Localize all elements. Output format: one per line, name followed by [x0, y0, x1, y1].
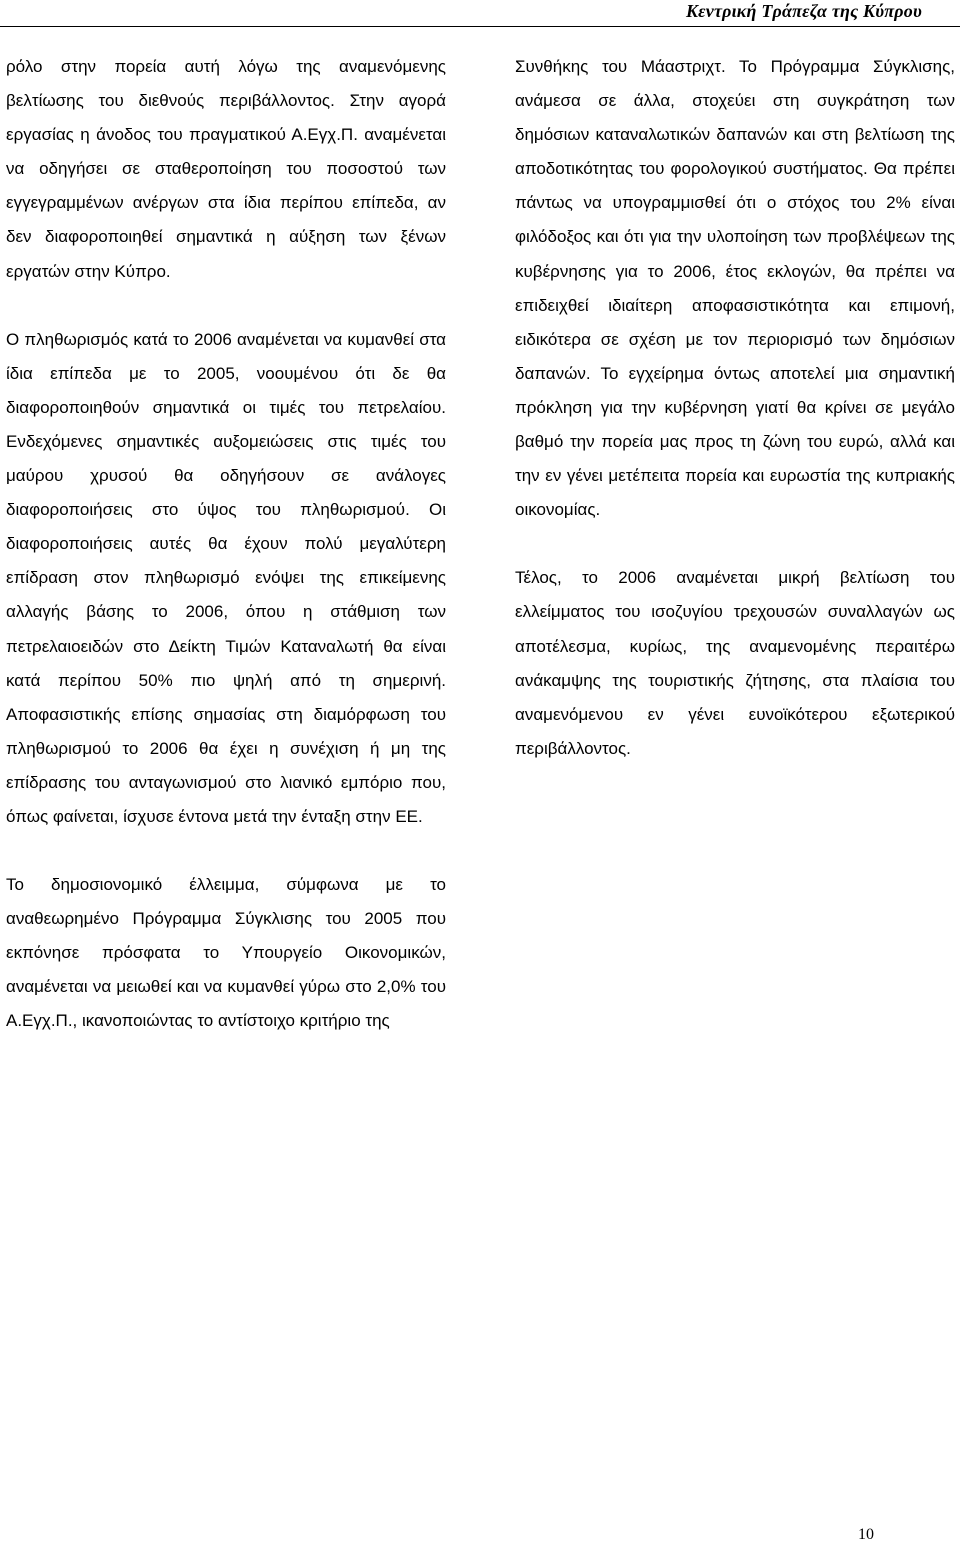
paragraph-fiscal-deficit: Το δημοσιονομικό έλλειμμα, σύμφωνα με το αναθεωρημένο Πρόγραμμα Σύγκλισης του 2005 που εκπόνησε πρόσφατα το Υπουργείο Οικονομικών, αναμένεται να μειωθεί και να κυμανθεί γύρω στο 2,0% του Α.Εγχ.Π., ικανοποιώντας το αντίστοιχο κριτήριο της — [6, 875, 446, 1031]
page-number: 10 — [858, 1526, 874, 1543]
paragraph-labour-market: ρόλο στην πορεία αυτή λόγω της αναμενόμενης βελτίωσης του διεθνούς περιβάλλοντος. Στην αγορά εργασίας η άνοδος του πραγματικού Α.Εγχ.Π. αναμένεται να οδηγήσει σε σταθεροποίηση του ποσοστού των εγγεγραμμένων ανέργων στα ίδια περίπου επίπεδα, αν δεν διαφοροποιηθεί σημαντικά η αύξηση των ξένων εργατών στην Κύπρο. — [6, 57, 446, 281]
header-rule — [0, 26, 960, 27]
paragraph-inflation: Ο πληθωρισμός κατά το 2006 αναμένεται να κυμανθεί στα ίδια επίπεδα με το 2005, νοουμένου ότι δε θα διαφοροποιηθούν σημαντικά οι τιμές του πετρελαίου. Ενδεχόμενες σημαντικές αυξομειώσεις στις τιμές του μαύρου χρυσού θα οδηγήσουν σε ανάλογες διαφοροποιήσεις στο ύψος του πληθωρισμού. Οι διαφοροποιήσεις αυτές θα έχουν πολύ μεγαλύτερη επίδραση στον πληθωρισμό ενόψει της επικείμενης αλλαγής βάσης το 2006, όπου η στάθμιση των πετρελαιοειδών στο Δείκτη Τιμών Καταναλωτή θα είναι κατά περίπου 50% πιο ψηλή από τη σημερινή. Αποφασιστικής επίσης σημασίας στη διαμόρφωση του πληθωρισμού το 2006 θα έχει η συνέχιση ή μη της επίδρασης του ανταγωνισμού στο λιανικό εμπόριο που, όπως φαίνεται, ίσχυσε έντονα μετά την ένταξη στην ΕΕ. — [6, 329, 446, 826]
left-column — [6, 50, 446, 1039]
right-column — [515, 50, 955, 766]
paragraph-convergence-programme: Συνθήκης του Μάαστριχτ. Το Πρόγραμμα Σύγκλισης, ανάμεσα σε άλλα, στοχεύει στη συγκράτηση των δημόσιων καταναλωτικών δαπανών και στη βελτίωση της αποδοτικότητας του φορολογικού συστήματος. Θα πρέπει πάντως να υπογραμμισθεί ότι ο στόχος του 2% είναι φιλόδοξος και ότι για την υλοποίηση των προβλέψεων της κυβέρνησης για το 2006, έτος εκλογών, θα πρέπει να επιδειχθεί ιδιαίτερη αποφασιστικότητα και επιμονή, ειδικότερα σε σχέση με τον περιορισμό των δημόσιων δαπανών. Το εγχείρημα όντως αποτελεί μια σημαντική πρόκληση για την κυβέρνηση γιατί θα κρίνει σε μεγάλο βαθμό την πορεία μας προς τη ζώνη του ευρώ, αλλά και την εν γένει μετέπειτα πορεία και ευρωστία της κυπριακής οικονομίας. — [515, 57, 955, 520]
paragraph-current-account: Τέλος, το 2006 αναμένεται μικρή βελτίωση του ελλείμματος του ισοζυγίου τρεχουσών συναλλαγών ως αποτέλεσμα, κυρίως, της αναμενομένης περαιτέρω ανάκαμψης της τουριστικής ζήτησης, στα πλαίσια του αναμενόμενου εν γένει ευνοϊκότερου εξωτερικού περιβάλλοντος. — [515, 568, 955, 758]
document-header-title: Κεντρική Τράπεζα της Κύπρου — [685, 1, 922, 21]
